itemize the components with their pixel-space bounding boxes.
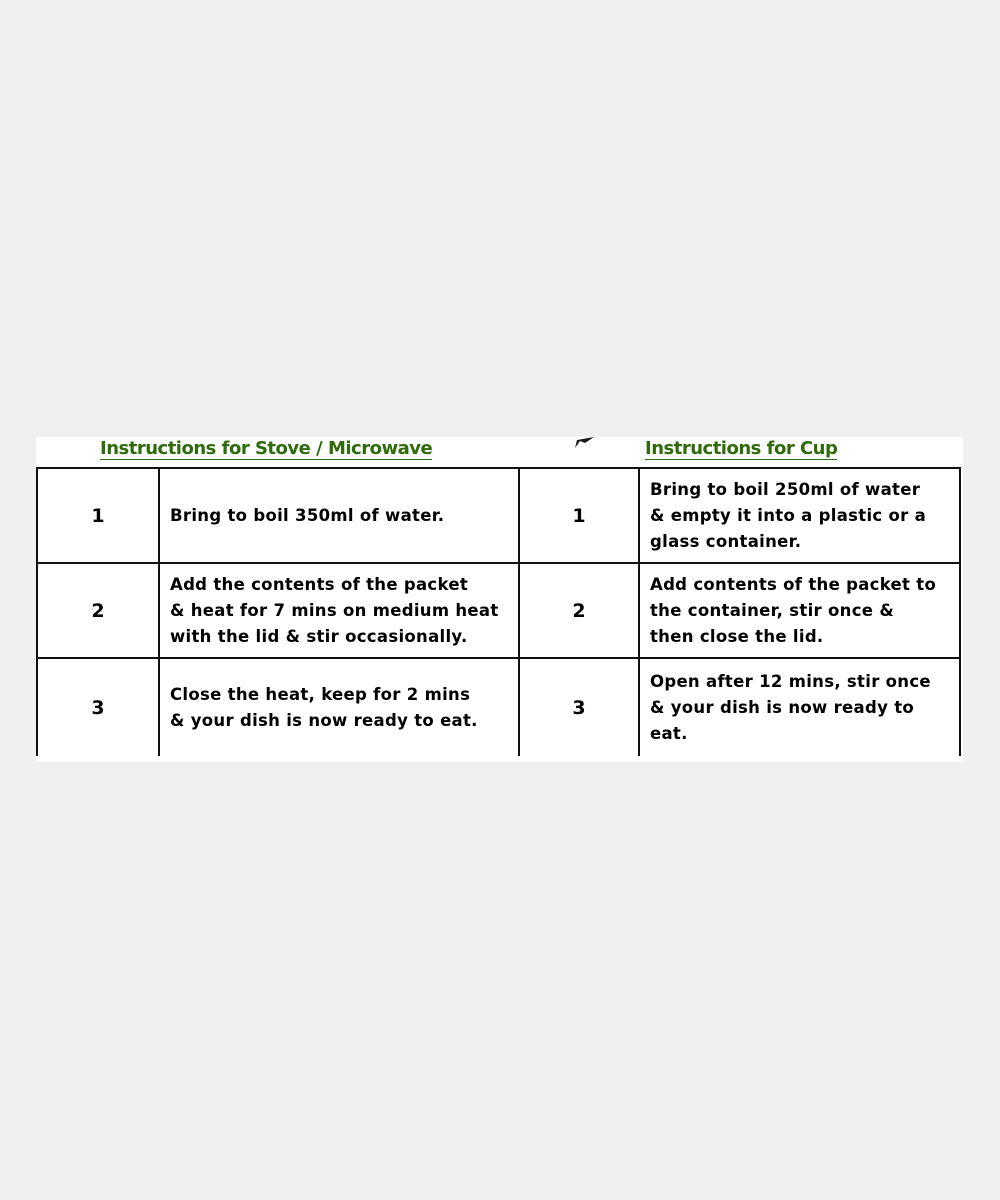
table-row (37, 563, 960, 658)
cup-step-text-content: Open after 12 mins, stir once & your dish is now ready to eat. (650, 671, 931, 743)
cup-instructions-heading: Instructions for Cup (645, 438, 838, 459)
cup-step-number: 3 (519, 658, 639, 756)
stove-instructions-heading: Instructions for Stove / Microwave (100, 438, 433, 459)
stove-step-text-content: Bring to boil 350ml of water. (170, 505, 445, 525)
instructions-panel (36, 437, 963, 762)
table-row (37, 468, 960, 563)
cup-step-number: 1 (519, 468, 639, 563)
instructions-table (36, 467, 961, 756)
stove-step-text-content: Add the contents of the packet & heat for 7 mins on medium heat with the lid & stir occasionally. (170, 574, 499, 646)
stove-step-number: 3 (37, 658, 159, 756)
stove-step-text-content: Close the heat, keep for 2 mins & your dish is now ready to eat. (170, 684, 478, 730)
stove-step-text (159, 658, 519, 756)
cup-step-text (639, 468, 960, 563)
cup-step-number: 2 (519, 563, 639, 658)
stove-step-number: 2 (37, 563, 159, 658)
table-row (37, 658, 960, 756)
stove-step-number: 1 (37, 468, 159, 563)
cup-step-text-content: Bring to boil 250ml of water & empty it into a plastic or a glass container. (650, 479, 927, 551)
cup-step-text (639, 658, 960, 756)
pen-mark-icon (574, 437, 596, 449)
cup-step-text-content: Add contents of the packet to the container, stir once & then close the lid. (650, 574, 937, 646)
stove-step-text (159, 563, 519, 658)
stove-step-text (159, 468, 519, 563)
cup-step-text (639, 563, 960, 658)
